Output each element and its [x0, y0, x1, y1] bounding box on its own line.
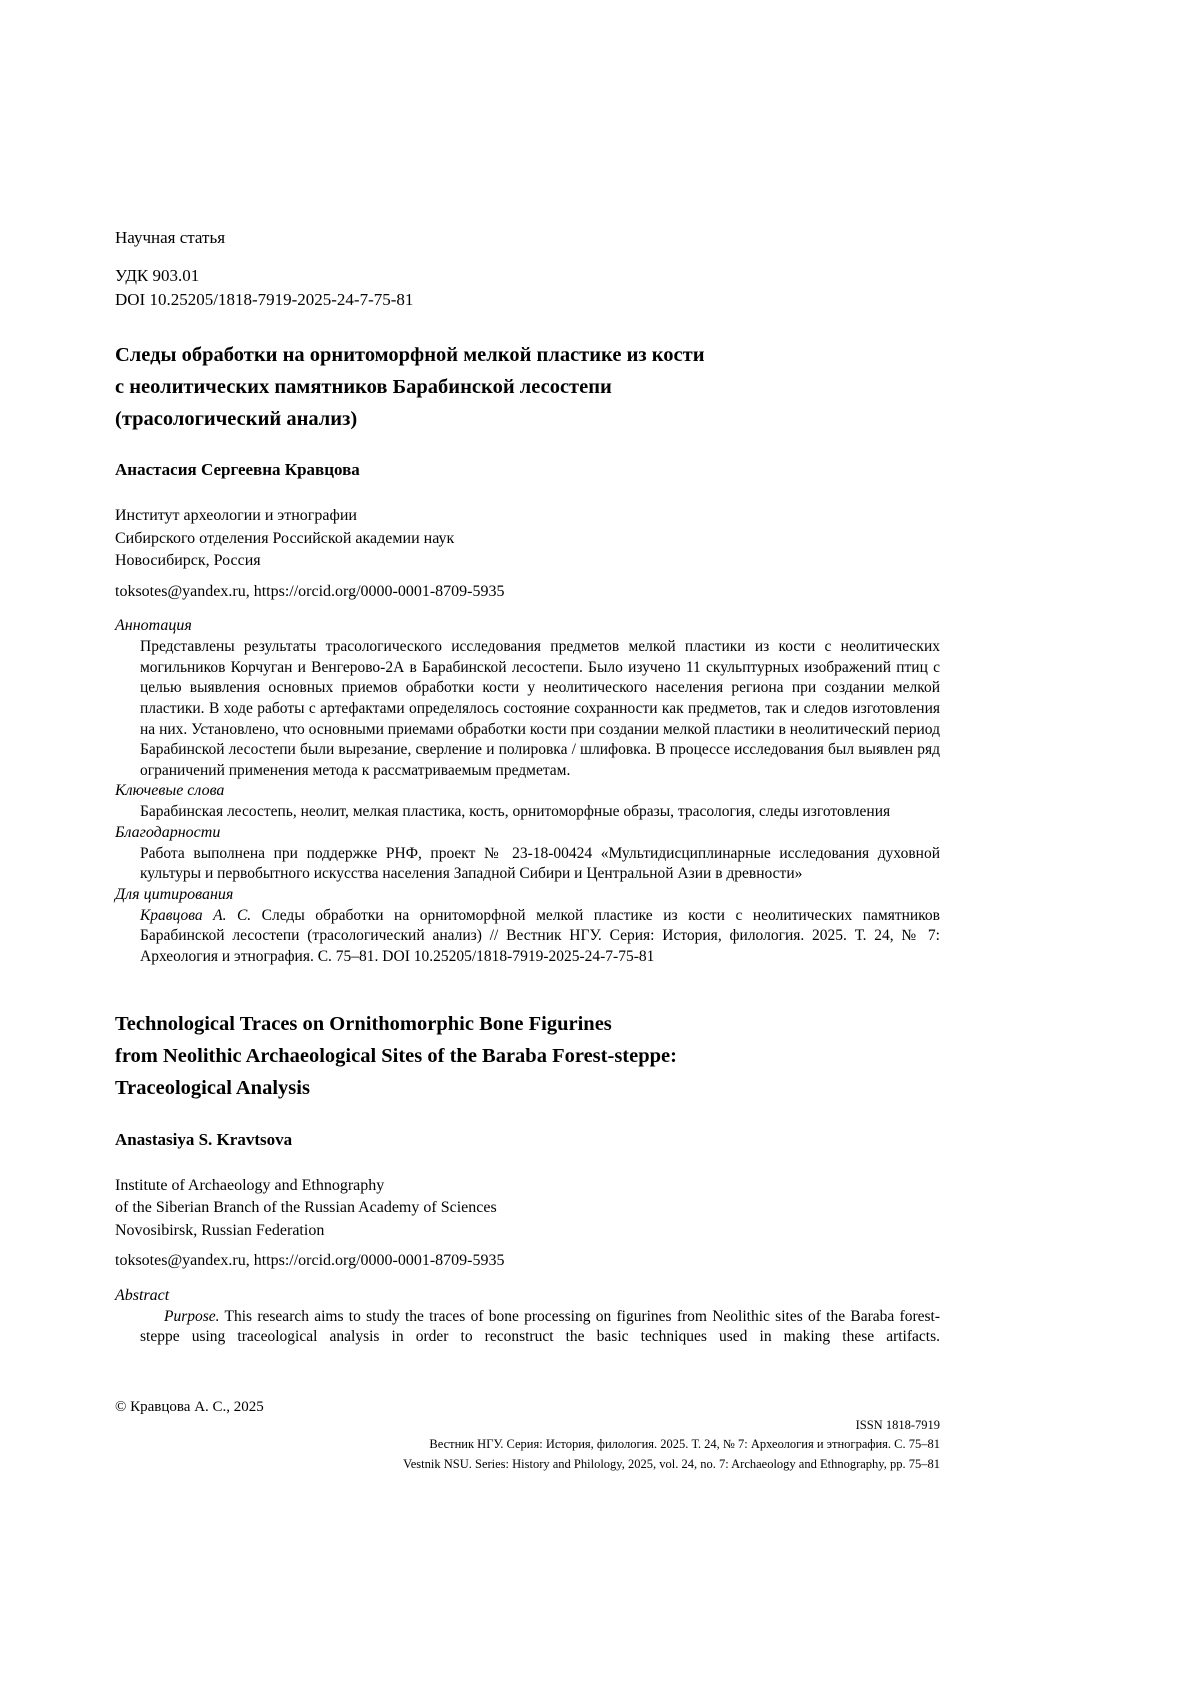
article-title-ru: [115, 340, 940, 435]
acknowledgements-text: Работа выполнена при поддержке РНФ, проект № 23-18-00424 «Мультидисциплинарные исследования духовной культуры и первобытного искусства населения Западной Сибири и Центральной Азии в древности»: [140, 844, 940, 883]
title-ru-line-1: Следы обработки на орнитоморфной мелкой пластике из кости: [115, 343, 705, 366]
udc-number: УДК 903.01: [115, 266, 200, 286]
annotation-label: Аннотация: [115, 617, 192, 635]
footer-journal-en: Vestnik NSU. Series: History and Philology, 2025, vol. 24, no. 7: Archaeology and Ethnography, pp. 75–81: [403, 1456, 940, 1471]
acknowledgements-label: Благодарности: [115, 823, 221, 841]
affiliation-en-line-2: of the Siberian Branch of the Russian Academy of Sciences: [115, 1199, 497, 1217]
metadata-sections-ru: [115, 616, 940, 967]
article-type-label: Научная статья: [115, 228, 226, 247]
copyright-notice: © Кравцова А. С., 2025: [115, 1398, 264, 1415]
title-en-line-2: from Neolithic Archaeological Sites of the Baraba Forest-steppe:: [115, 1045, 677, 1068]
abstract-text: [140, 1307, 940, 1348]
title-en-line-1: Technological Traces on Ornithomorphic Bone Figurines: [115, 1013, 612, 1036]
journal-footer: [403, 1416, 940, 1474]
abstract-label: Abstract: [115, 1286, 170, 1304]
title-en-line-3: Traceological Analysis: [115, 1076, 310, 1099]
english-section: [115, 1009, 940, 1347]
abstract-purpose-italic: Purpose.: [164, 1307, 220, 1325]
footer-journal-ru: Вестник НГУ. Серия: История, филология. 2025. Т. 24, № 7: Археология и этнография. С. 75–81: [429, 1437, 940, 1452]
affiliation-ru: [115, 505, 940, 572]
affiliation-ru-line-2: Сибирского отделения Российской академии наук: [115, 529, 455, 547]
author-contact-ru: toksotes@yandex.ru, https://orcid.org/0000-0001-8709-5935: [115, 582, 505, 600]
keywords-text: Барабинская лесостепь, неолит, мелкая пластика, кость, орнитоморфные образы, трасология, следы изготовления: [140, 803, 891, 821]
citation-label: Для цитирования: [115, 885, 234, 903]
author-name-en: Anastasiya S. Kravtsova: [115, 1129, 293, 1149]
metadata-sections-en: [115, 1286, 940, 1348]
author-name-ru: Анастасия Сергеевна Кравцова: [115, 460, 360, 480]
footer-issn: ISSN 1818-7919: [855, 1418, 940, 1432]
citation-author-italic: Кравцова А. С.: [140, 906, 252, 924]
affiliation-en-line-1: Institute of Archaeology and Ethnography: [115, 1176, 385, 1194]
affiliation-ru-line-1: Институт археологии и этнографии: [115, 507, 357, 525]
keywords-label: Ключевые слова: [115, 782, 225, 800]
abstract-rest: This research aims to study the traces of bone processing on figurines from Neolithic sites of the Baraba forest-steppe using traceological analysis in order to reconstruct the basic techniques used in making these artifacts.: [140, 1307, 940, 1346]
article-title-en: [115, 1009, 940, 1104]
title-ru-line-2: с неолитических памятников Барабинской лесостепи: [115, 375, 612, 398]
citation-rest: Следы обработки на орнитоморфной мелкой пластике из кости с неолитических памятников Барабинской лесостепи (трасологический анализ) // Вестник НГУ. Серия: История, филология. 2025. Т. 24, № 7: Археология и этнография. С. 75–81. DOI 10.25205/1818-7919-2025-24-7-75-81: [140, 906, 940, 965]
doi-number: DOI 10.25205/1818-7919-2025-24-7-75-81: [115, 290, 414, 310]
citation-text: [140, 906, 940, 968]
annotation-text: Представлены результаты трасологического исследования предметов мелкой пластики из кости с неолитических могильников Корчуган и Венгерово-2А в Барабинской лесостепи. Было изучено 11 скульптурных изображений птиц с целью выявления основных приемов обработки кости у неолитического населения региона при создании мелкой пластики. В ходе работы с артефактами определялось состояние сохранности как предметов, так и следов изготовления на них. Установлено, что основными приемами обработки кости при создании мелкой пластики в неолитический период Барабинской лесостепи были вырезание, сверление и полировка / шлифовка. В процессе исследования был выявлен ряд ограничений применения метода к рассматриваемым предметам.: [140, 638, 940, 779]
affiliation-en-line-3: Novosibirsk, Russian Federation: [115, 1221, 325, 1239]
article-content: [115, 0, 940, 1417]
author-contact-en: toksotes@yandex.ru, https://orcid.org/0000-0001-8709-5935: [115, 1252, 505, 1270]
affiliation-en: [115, 1175, 940, 1242]
affiliation-ru-line-3: Новосибирск, Россия: [115, 552, 261, 570]
title-ru-line-3: (трасологический анализ): [115, 407, 358, 430]
article-identifiers: [115, 264, 940, 312]
